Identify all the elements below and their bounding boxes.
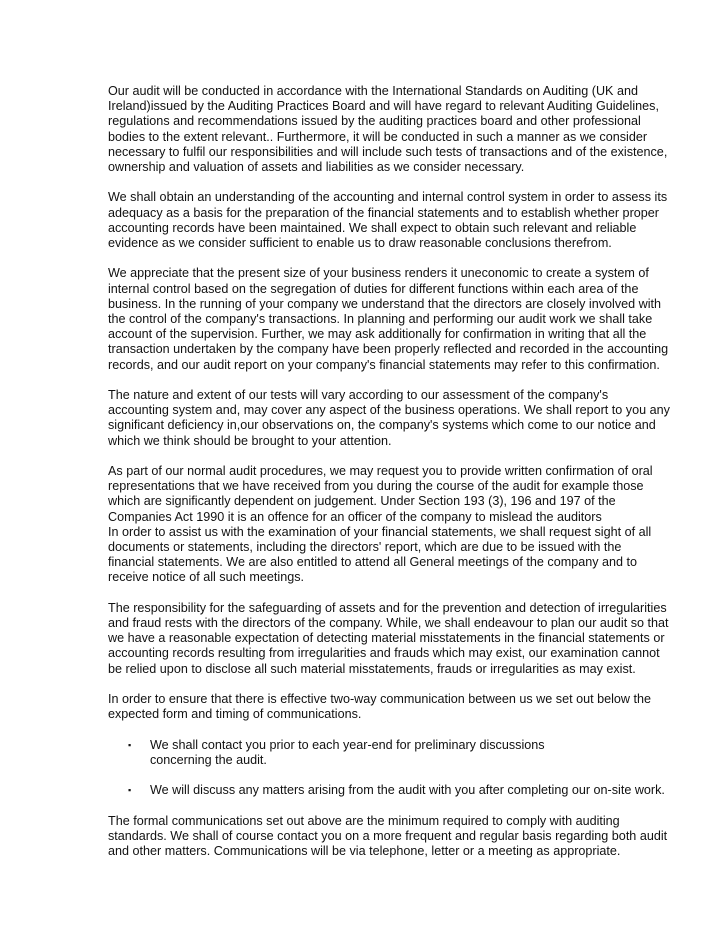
- text-line: As part of our normal audit procedures, we may request you to provide written confirmation of oral: [108, 464, 653, 479]
- text-line: The formal communications set out above are the minimum required to comply with auditing: [108, 813, 620, 828]
- paragraph-communication: [108, 692, 693, 722]
- text-line: account of the supervision. Further, we may ask additionally for confirmation in writing that all the: [108, 327, 647, 342]
- paragraph-audit-standards: [108, 84, 693, 175]
- text-line: The responsibility for the safeguarding of assets and for the prevention and detection of irregularities: [108, 600, 667, 615]
- text-line: which we think should be brought to your attention.: [108, 433, 392, 448]
- text-line: documents or statements, including the directors' report, which are due to be issued with the: [108, 540, 622, 555]
- text-line: expected form and timing of communications.: [108, 707, 362, 722]
- communication-bullet-list: [108, 738, 693, 799]
- square-bullet-icon: ▪: [128, 785, 132, 796]
- text-line: receive notice of all such meetings.: [108, 570, 305, 585]
- text-line: We will discuss any matters arising from the audit with you after completing our on-site work.: [150, 783, 665, 798]
- paragraph-internal-control: [108, 190, 693, 251]
- paragraph-business-size: [108, 266, 693, 372]
- text-line: regulations and recommendations issued by the auditing practices board and other professional: [108, 114, 641, 129]
- document-page: [108, 84, 693, 874]
- text-line: and fraud rests with the directors of the company. While, we shall endeavour to plan our audit so that: [108, 616, 669, 631]
- text-line: ownership and valuation of assets and liabilities as we consider necessary.: [108, 160, 525, 175]
- list-item: [108, 738, 693, 768]
- text-line: Our audit will be conducted in accordance with the International Standards on Auditing (UK and: [108, 84, 638, 98]
- text-line: concerning the audit.: [150, 752, 267, 767]
- text-line: necessary to fulfil our responsibilities and will include such tests of transactions and of the existence,: [108, 144, 668, 159]
- paragraph-nature-of-tests: [108, 388, 693, 449]
- text-line: the control of the company's transactions. In planning and performing our audit work we shall take: [108, 312, 653, 327]
- text-line: accounting records have been maintained. We shall expect to obtain such relevant and reliable: [108, 220, 637, 235]
- text-line: Companies Act 1990 it is an offence for an officer of the company to mislead the auditors: [108, 509, 602, 524]
- text-line: accounting records resulting from irregularities and frauds which may exist, our examination cannot: [108, 646, 660, 661]
- text-line: Ireland)issued by the Auditing Practices Board and will have regard to relevant Auditing Guidelines,: [108, 99, 659, 114]
- text-line: standards. We shall of course contact you on a more frequent and regular basis regarding both audit: [108, 828, 668, 843]
- text-line: adequacy as a basis for the preparation of the financial statements and to establish whether proper: [108, 205, 659, 220]
- text-line: bodies to the extent relevant.. Furthermore, it will be conducted in such a manner as we consider: [108, 129, 648, 144]
- list-item: [108, 783, 693, 798]
- text-line: representations that we have received from you during the course of the audit for example those: [108, 479, 644, 494]
- text-line: records, and our audit report on your company's financial statements may refer to this confirmation.: [108, 357, 660, 372]
- text-line: business. In the running of your company we understand that the directors are closely involved with: [108, 296, 662, 311]
- text-line: we have a reasonable expectation of detecting material misstatements in the financial statements or: [108, 631, 665, 646]
- text-line: financial statements. We are also entitled to attend all General meetings of the company and to: [108, 555, 638, 570]
- text-line: In order to assist us with the examination of your financial statements, we shall request sight of all: [108, 524, 652, 539]
- text-line: evidence as we consider sufficient to enable us to draw reasonable conclusions therefrom.: [108, 236, 612, 251]
- text-line: and other matters. Communications will be via telephone, letter or a meeting as appropriate.: [108, 844, 621, 859]
- text-line: We shall obtain an understanding of the accounting and internal control system in order to assess its: [108, 190, 668, 205]
- text-line: significant deficiency in,our observations on, the company's systems which come to our notice and: [108, 418, 656, 433]
- text-line: The nature and extent of our tests will vary according to our assessment of the company's: [108, 388, 609, 403]
- text-line: We appreciate that the present size of your business renders it uneconomic to create a system of: [108, 266, 649, 281]
- paragraph-written-confirmation: [108, 464, 693, 586]
- text-line: In order to ensure that there is effective two-way communication between us we set out below the: [108, 692, 651, 707]
- text-line: internal control based on the segregation of duties for different functions within each area of the: [108, 281, 639, 296]
- text-line: which are significantly dependent on judgement. Under Section 193 (3), 196 and 197 of the: [108, 494, 616, 509]
- paragraph-responsibility: [108, 601, 693, 677]
- text-line: We shall contact you prior to each year-end for preliminary discussions: [150, 737, 545, 752]
- text-line: accounting system and, may cover any aspect of the business operations. We shall report to you any: [108, 403, 670, 418]
- paragraph-closing: [108, 814, 693, 860]
- text-line: transaction undertaken by the company have been properly reflected and recorded in the accounting: [108, 342, 669, 357]
- text-line: be relied upon to disclose all such material misstatements, frauds or irregularities as may exist.: [108, 661, 636, 676]
- square-bullet-icon: ▪: [128, 739, 132, 750]
